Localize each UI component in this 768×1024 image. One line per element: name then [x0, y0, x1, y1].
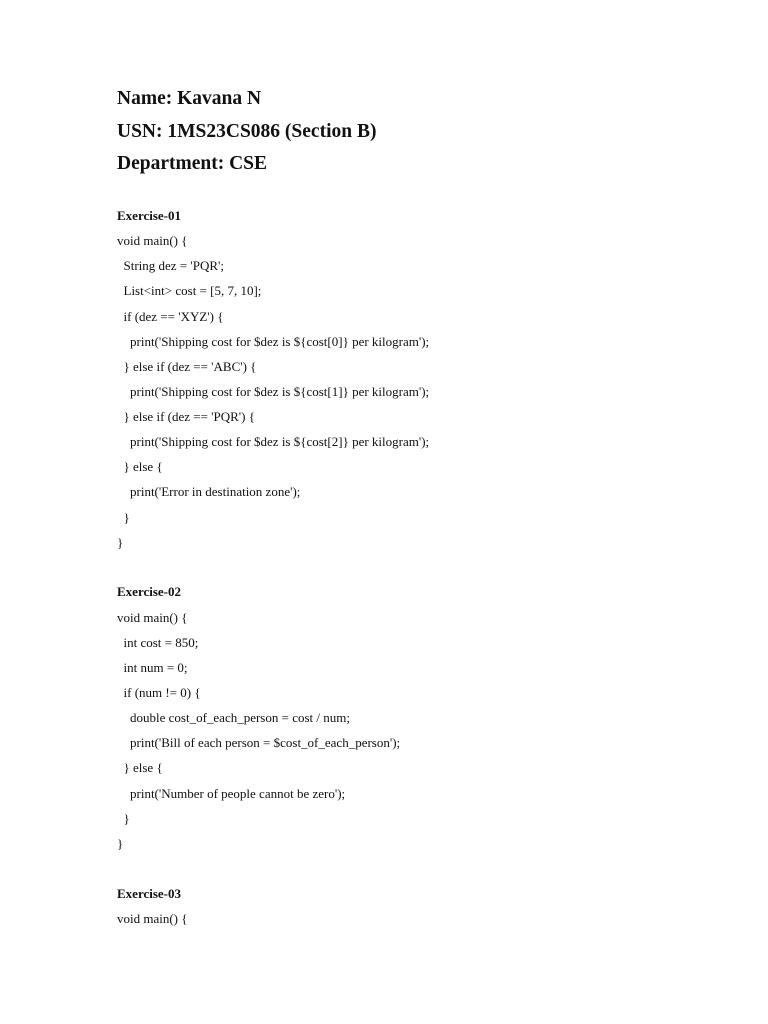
student-name: Name: Kavana N: [117, 88, 262, 109]
code-line: }: [117, 535, 124, 550]
code-line: } else if (dez == 'PQR') {: [117, 409, 255, 424]
code-line: }: [117, 836, 124, 851]
code-line: List<int> cost = [5, 7, 10];: [117, 283, 262, 298]
code-line: }: [117, 811, 130, 826]
code-line: print('Shipping cost for $dez is ${cost[2]} per kilogram');: [117, 434, 430, 449]
code-line: } else if (dez == 'ABC') {: [117, 359, 257, 374]
exercise-02-heading: Exercise-02: [117, 584, 182, 599]
code-line: void main() {: [117, 610, 188, 625]
student-usn: USN: 1MS23CS086 (Section B): [117, 121, 377, 142]
exercise-03-heading: Exercise-03: [117, 886, 182, 901]
code-line: void main() {: [117, 911, 188, 926]
code-line: if (num != 0) {: [117, 685, 201, 700]
code-line: } else {: [117, 760, 163, 775]
code-line: }: [117, 510, 130, 525]
code-line: print('Number of people cannot be zero');: [117, 786, 346, 801]
code-line: } else {: [117, 459, 163, 474]
code-line: void main() {: [117, 233, 188, 248]
code-line: print('Shipping cost for $dez is ${cost[0]} per kilogram');: [117, 334, 430, 349]
exercise-01-heading: Exercise-01: [117, 208, 182, 223]
student-department: Department: CSE: [117, 153, 268, 174]
code-line: int num = 0;: [117, 660, 188, 675]
code-line: print('Bill of each person = $cost_of_each_person');: [117, 735, 401, 750]
code-line: int cost = 850;: [117, 635, 199, 650]
code-line: double cost_of_each_person = cost / num;: [117, 710, 350, 725]
code-line: if (dez == 'XYZ') {: [117, 309, 224, 324]
code-line: print('Shipping cost for $dez is ${cost[1]} per kilogram');: [117, 384, 430, 399]
code-line: print('Error in destination zone');: [117, 484, 301, 499]
code-line: String dez = 'PQR';: [117, 258, 224, 273]
